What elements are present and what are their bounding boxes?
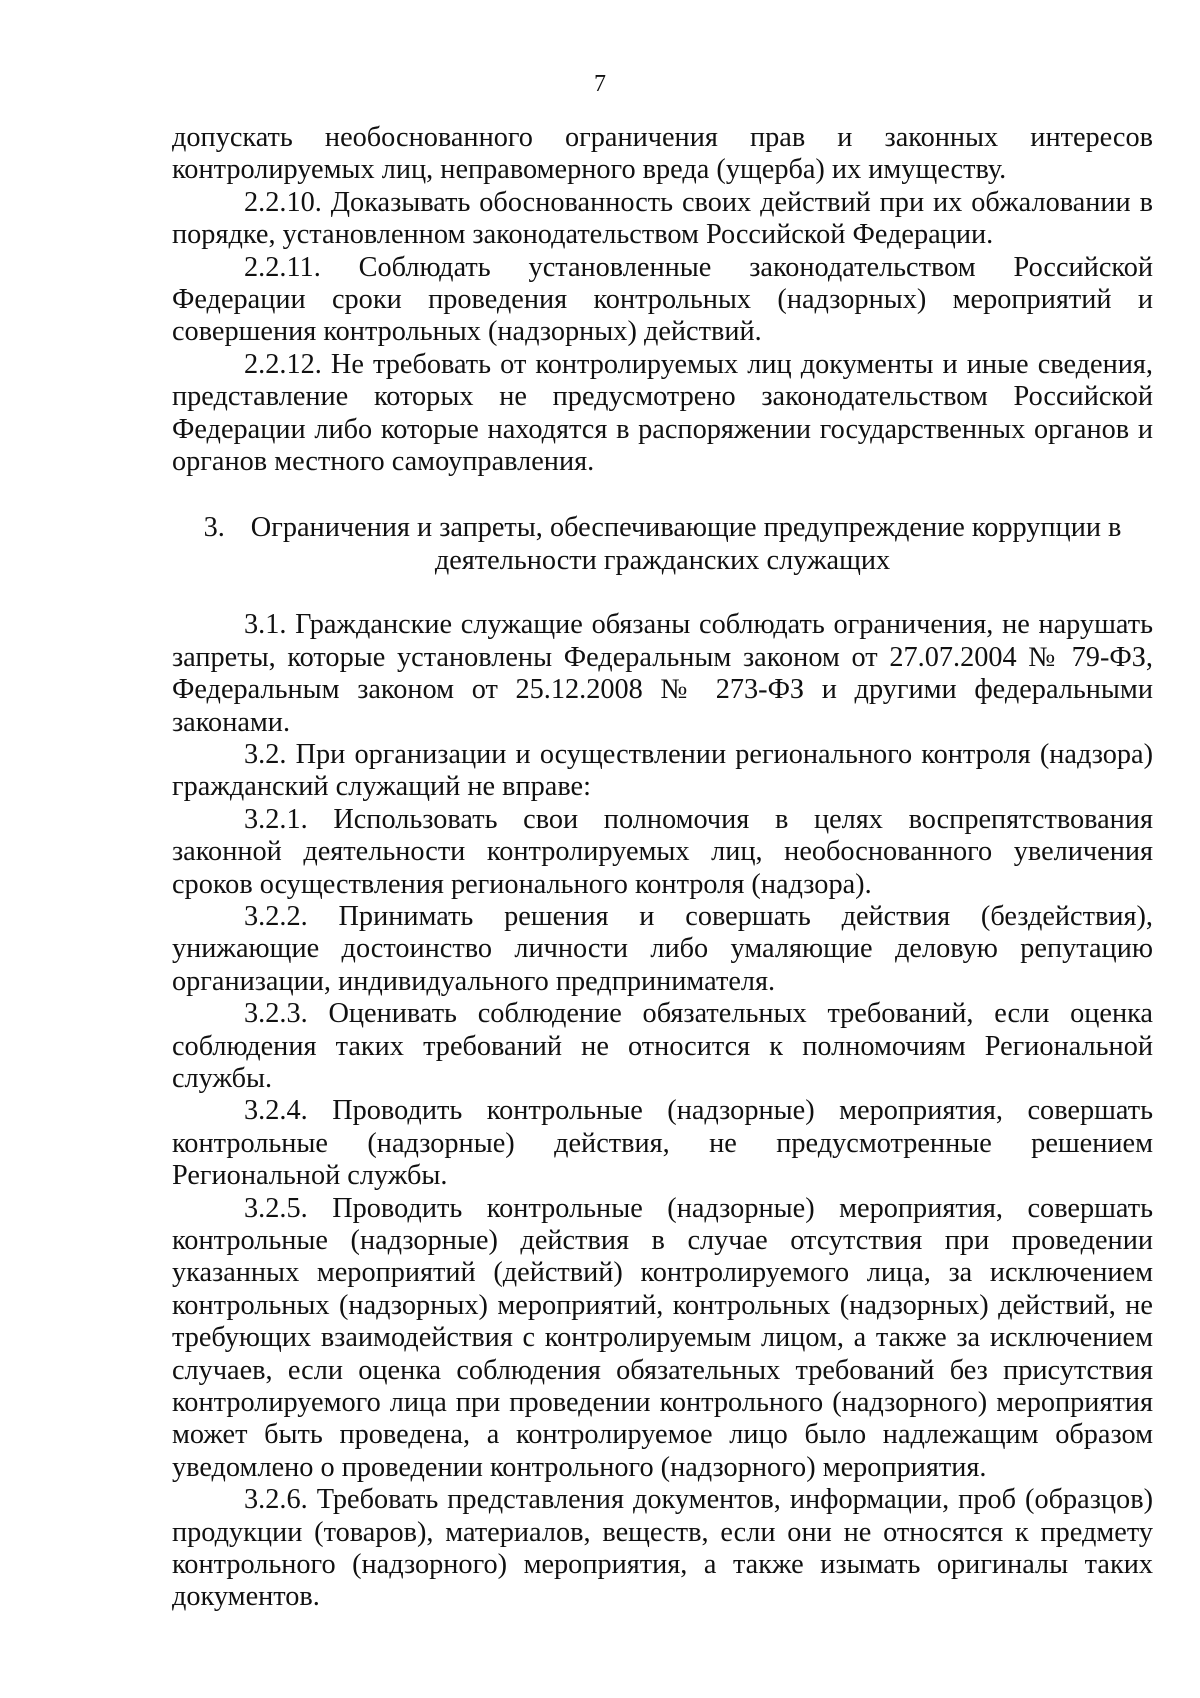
paragraph-2-2-11: 2.2.11. Соблюдать установленные законодательством Российской Федерации сроки проведения контрольных (надзорных) мероприятий и совершения контрольных (надзорных) действий. xyxy=(172,251,1153,348)
paragraph-3-2: 3.2. При организации и осуществлении регионального контроля (надзора) гражданский служащий не вправе: xyxy=(172,738,1153,803)
document-body xyxy=(172,122,1153,1614)
paragraph-3-2-4: 3.2.4. Проводить контрольные (надзорные) мероприятия, совершать контрольные (надзорные) действия, не предусмотренные решением Региональной службы. xyxy=(172,1095,1153,1192)
paragraph-3-1: 3.1. Гражданские служащие обязаны соблюдать ограничения, не нарушать запреты, которые установлены Федеральным законом от 27.07.2004 № 79-ФЗ, Федеральным законом от 25.12.2008 № 273-ФЗ и другими федеральными законами. xyxy=(172,609,1153,738)
paragraph-continuation: допускать необоснованного ограничения прав и законных интересов контролируемых лиц, неправомерного вреда (ущерба) их имуществу. xyxy=(172,122,1153,186)
section-number: 3. xyxy=(203,512,225,544)
section-title: Ограничения и запреты, обеспечивающие предупреждение коррупции в деятельности гражданских служащих xyxy=(250,512,1122,576)
paragraph-3-2-2: 3.2.2. Принимать решения и совершать действия (бездействия), унижающие достоинство личности либо умаляющие деловую репутацию организации, индивидуального предпринимателя. xyxy=(172,900,1153,997)
paragraph-2-2-12: 2.2.12. Не требовать от контролируемых лиц документы и иные сведения, представление которых не предусмотрено законодательством Российской Федерации либо которые находятся в распоряжении государственных органов и органов местного самоуправления. xyxy=(172,348,1153,478)
paragraph-3-2-6: 3.2.6. Требовать представления документов, информации, проб (образцов) продукции (товаров), материалов, веществ, если они не относятся к предмету контрольного (надзорного) мероприятия, а также изымать оригиналы таких документов. xyxy=(172,1484,1153,1613)
paragraph-3-2-5: 3.2.5. Проводить контрольные (надзорные) мероприятия, совершать контрольные (надзорные) действия в случае отсутствия при проведении указанных мероприятий (действий) контролируемого лица, за исключением контрольных (надзорных) мероприятий, контрольных (надзорных) действий, не требующих взаимодействия с контролируемым лицом, а также за исключением случаев, если оценка соблюдения обязательных требований без присутствия контролируемого лица при проведении контрольного (надзорного) мероприятия может быть проведена, а контролируемое лицо было надлежащим образом уведомлено о проведении контрольного (надзорного) мероприятия. xyxy=(172,1192,1153,1483)
paragraph-2-2-10: 2.2.10. Доказывать обоснованность своих действий при их обжаловании в порядке, установленном законодательством Российской Федерации. xyxy=(172,186,1153,251)
paragraph-3-2-3: 3.2.3. Оценивать соблюдение обязательных требований, если оценка соблюдения таких требований не относится к полномочиям Региональной службы. xyxy=(172,998,1153,1094)
section-heading xyxy=(172,512,1153,577)
page-number: 7 xyxy=(594,71,606,97)
paragraph-3-2-1: 3.2.1. Использовать свои полномочия в целях воспрепятствования законной деятельности контролируемых лиц, необоснованного увеличения сроков осуществления регионального контроля (надзора). xyxy=(172,803,1153,900)
